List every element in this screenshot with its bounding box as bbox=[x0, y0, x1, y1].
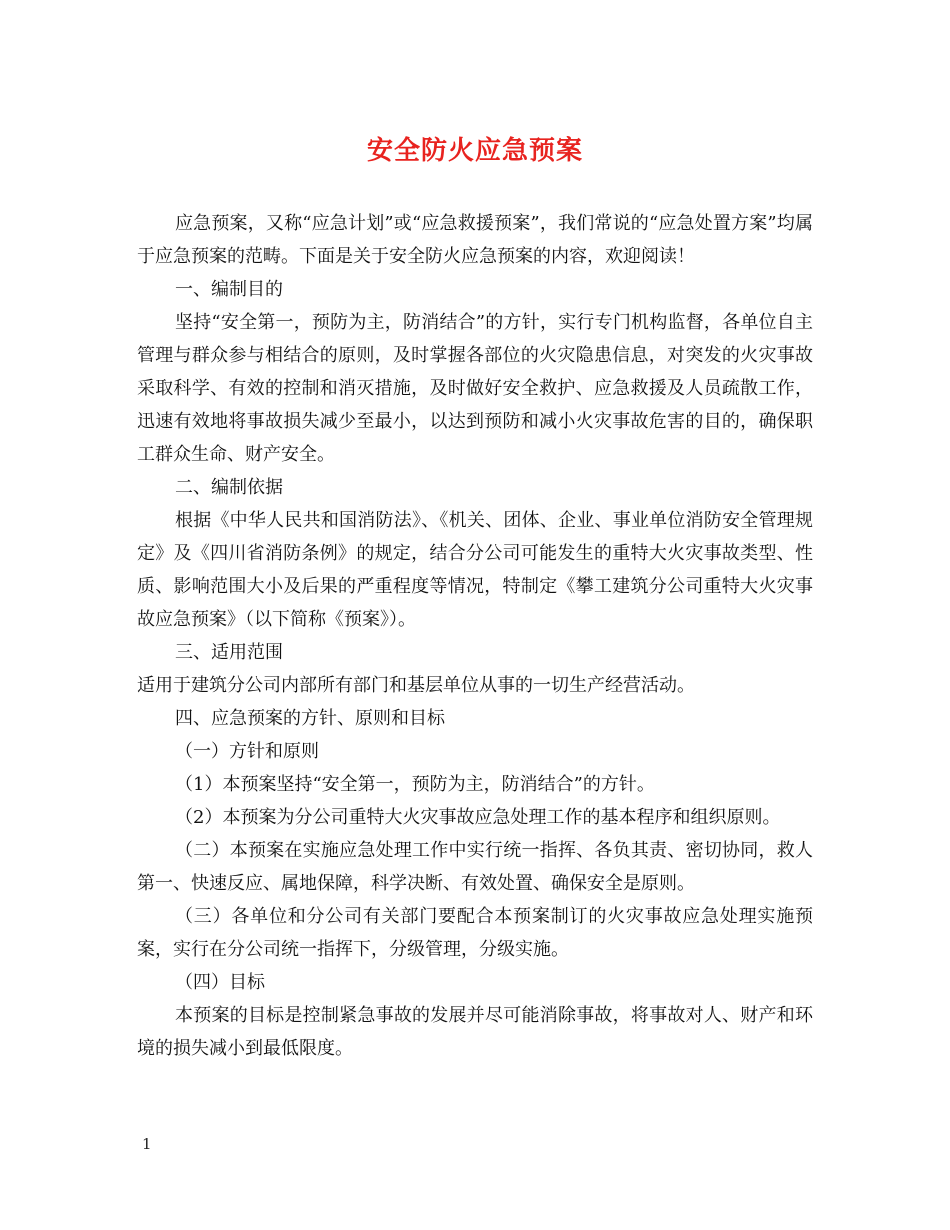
body-paragraph: （三）各单位和分公司有关部门要配合本预案制订的火灾事故应急处理实施预案，实行在分公司统一指挥下，分级管理，分级实施。 bbox=[137, 906, 813, 960]
section-heading: 二、编制依据 bbox=[175, 477, 283, 498]
body-paragraph: 适用于建筑分公司内部所有部门和基层单位从事的一切生产经营活动。 bbox=[137, 675, 695, 696]
subsection-heading: （四）目标 bbox=[175, 972, 265, 993]
intro-paragraph: 应急预案，又称“应急计划”或“应急救援预案”，我们常说的“应急处置方案”均属于应急预案的范畴。下面是关于安全防火应急预案的内容，欢迎阅读！ bbox=[137, 213, 813, 267]
section-heading: 四、应急预案的方针、原则和目标 bbox=[175, 708, 445, 729]
section-heading: 一、编制目的 bbox=[175, 279, 283, 300]
body-paragraph: 根据《中华人民共和国消防法》、《机关、团体、企业、事业单位消防安全管理规定》及《四川省消防条例》的规定，结合分公司可能发生的重特大火灾事故类型、性质、影响范围大小及后果的严重程度等情况，特制定《攀工建筑分公司重特大火灾事故应急预案》（以下简称《预案》）。 bbox=[137, 510, 813, 630]
document-title: 安全防火应急预案 bbox=[366, 136, 583, 166]
body-paragraph: 坚持“安全第一，预防为主，防消结合”的方针，实行专门机构监督，各单位自主管理与群众参与相结合的原则，及时掌握各部位的火灾隐患信息，对突发的火灾事故采取科学、有效的控制和消灭措施，及时做好安全救护、应急救援及人员疏散工作，迅速有效地将事故损失减少至最小，以达到预防和减小火灾事故危害的目的，确保职工群众生命、财产安全。 bbox=[137, 312, 813, 465]
subsection-heading: （一）方针和原则 bbox=[175, 741, 319, 762]
document-body bbox=[137, 207, 813, 1065]
page-number: 1 bbox=[142, 1135, 152, 1153]
body-paragraph: 本预案的目标是控制紧急事故的发展并尽可能消除事故，将事故对人、财产和环境的损失减小到最低限度。 bbox=[137, 1005, 813, 1059]
section-heading: 三、适用范围 bbox=[175, 642, 283, 663]
list-item: （2）本预案为分公司重特大火灾事故应急处理工作的基本程序和组织原则。 bbox=[175, 807, 781, 828]
body-paragraph: （二）本预案在实施应急处理工作中实行统一指挥、各负其责、密切协同，救人第一、快速反应、属地保障，科学决断、有效处置、确保安全是原则。 bbox=[137, 840, 813, 894]
list-item: （1）本预案坚持“安全第一，预防为主，防消结合”的方针。 bbox=[175, 774, 655, 795]
